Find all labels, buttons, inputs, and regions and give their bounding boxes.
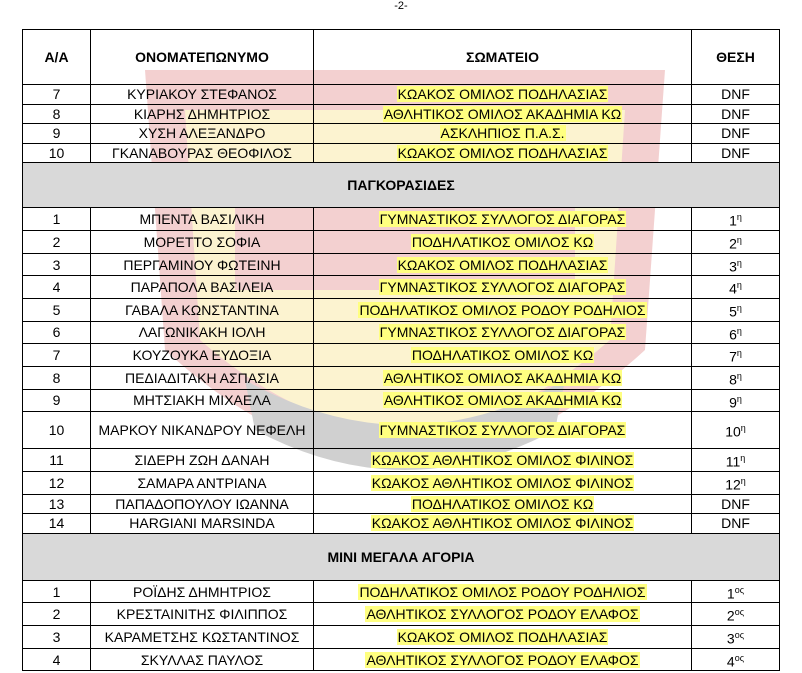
cell-name: ΚΥΡΙΑΚΟΥ ΣΤΕΦΑΝΟΣ bbox=[91, 85, 314, 105]
cell-name: ΜΑΡΚΟΥ ΝΙΚΑΝΔΡΟΥ ΝΕΦΕΛΗ bbox=[91, 412, 314, 449]
cell-position bbox=[692, 603, 780, 626]
table-row bbox=[23, 471, 780, 494]
position-suffix: η bbox=[736, 370, 742, 381]
cell-club bbox=[314, 253, 692, 276]
cell-aa: 8 bbox=[23, 366, 91, 389]
table-row bbox=[23, 412, 780, 449]
position-suffix: η bbox=[740, 475, 746, 486]
cell-position bbox=[692, 321, 780, 344]
position-suffix: ος bbox=[734, 584, 745, 595]
cell-name: ΣΙΔΕΡΗ ΖΩΗ ΔΑΝΑΗ bbox=[91, 449, 314, 472]
cell-club bbox=[314, 276, 692, 299]
cell-club bbox=[314, 124, 692, 144]
cell-club bbox=[314, 321, 692, 344]
cell-position bbox=[692, 580, 780, 603]
cell-name: ΛΑΓΩΝΙΚΑΚΗ ΙΟΛΗ bbox=[91, 321, 314, 344]
cell-club bbox=[314, 449, 692, 472]
table-row bbox=[23, 231, 780, 254]
cell-club bbox=[314, 299, 692, 322]
cell-position bbox=[692, 299, 780, 322]
position-suffix: η bbox=[736, 280, 742, 291]
table-row bbox=[23, 321, 780, 344]
position-suffix: ος bbox=[734, 607, 745, 618]
cell-name: ΜΟΡΕΤΤΟ ΣΟΦΙΑ bbox=[91, 231, 314, 254]
cell-club bbox=[314, 471, 692, 494]
cell-aa: 9 bbox=[23, 389, 91, 412]
cell-aa: 10 bbox=[23, 143, 91, 163]
club-highlight: ΓΥΜΝΑΣΤΙΚΟΣ ΣΥΛΛΟΓΟΣ ΔΙΑΓΟΡΑΣ bbox=[379, 421, 626, 438]
table-row bbox=[23, 494, 780, 514]
position-suffix: ος bbox=[734, 630, 745, 641]
cell-position bbox=[692, 344, 780, 367]
club-highlight: ΚΩΑΚΟΣ ΟΜΙΛΟΣ ΠΟΔΗΛΑΣΙΑΣ bbox=[397, 145, 608, 162]
position-value: 12 bbox=[725, 476, 741, 493]
position-suffix: η bbox=[736, 235, 742, 246]
cell-aa: 3 bbox=[23, 253, 91, 276]
cell-position bbox=[692, 412, 780, 449]
cell-club bbox=[314, 514, 692, 534]
cell-club bbox=[314, 603, 692, 626]
table-row bbox=[23, 514, 780, 534]
club-highlight: ΚΩΑΚΟΣ ΑΘΛΗΤΙΚΟΣ ΟΜΙΛΟΣ ΦΙΛΙΝΟΣ bbox=[371, 452, 634, 469]
cell-position bbox=[692, 143, 780, 163]
cell-aa: 13 bbox=[23, 494, 91, 514]
cell-club bbox=[314, 344, 692, 367]
club-highlight: ΓΥΜΝΑΣΤΙΚΟΣ ΣΥΛΛΟΓΟΣ ΔΙΑΓΟΡΑΣ bbox=[379, 324, 626, 341]
position-value: 2 bbox=[726, 608, 735, 625]
club-highlight: ΓΥΜΝΑΣΤΙΚΟΣ ΣΥΛΛΟΓΟΣ ΔΙΑΓΟΡΑΣ bbox=[379, 279, 626, 296]
club-highlight: ΠΟΔΗΛΑΤΙΚΟΣ ΟΜΙΛΟΣ ΚΩ bbox=[411, 233, 594, 250]
cell-position bbox=[692, 366, 780, 389]
header-name: ΟΝΟΜΑΤΕΠΩΝΥΜΟ bbox=[91, 30, 314, 85]
position-suffix: η bbox=[736, 325, 742, 336]
cell-name: ΧΥΣΗ ΑΛΕΞΑΝΔΡΟ bbox=[91, 124, 314, 144]
position-value: DNF bbox=[721, 86, 750, 103]
cell-aa: 5 bbox=[23, 299, 91, 322]
header-club: ΣΩΜΑΤΕΙΟ bbox=[314, 30, 692, 85]
position-value: 6 bbox=[729, 326, 737, 343]
cell-name: ΚΙΑΡΗΣ ΔΗΜΗΤΡΙΟΣ bbox=[91, 104, 314, 124]
table-row bbox=[23, 626, 780, 649]
table-row bbox=[23, 366, 780, 389]
club-highlight: ΠΟΔΗΛΑΤΙΚΟΣ ΟΜΙΛΟΣ ΡΟΔΟΥ ΡΟΔΗΛΙΟΣ bbox=[359, 301, 646, 318]
cell-position bbox=[692, 626, 780, 649]
position-value: 4 bbox=[729, 281, 737, 297]
cell-name: ΠΑΡΑΠΟΛΑ ΒΑΣΙΛΕΙΑ bbox=[91, 276, 314, 299]
cell-position bbox=[692, 471, 780, 494]
position-value: 4 bbox=[726, 653, 735, 670]
club-highlight: ΓΥΜΝΑΣΤΙΚΟΣ ΣΥΛΛΟΓΟΣ ΔΙΑΓΟΡΑΣ bbox=[379, 211, 626, 228]
table-header-row bbox=[23, 30, 780, 85]
cell-aa: 12 bbox=[23, 471, 91, 494]
cell-name: ΠΕΔΙΑΔΙΤΑΚΗ ΑΣΠΑΣΙΑ bbox=[91, 366, 314, 389]
club-highlight: ΚΩΑΚΟΣ ΑΘΛΗΤΙΚΟΣ ΟΜΙΛΟΣ ΦΙΛΙΝΟΣ bbox=[371, 515, 634, 532]
club-highlight: ΠΟΔΗΛΑΤΙΚΟΣ ΟΜΙΛΟΣ ΡΟΔΟΥ ΡΟΔΗΛΙΟΣ bbox=[359, 583, 646, 600]
cell-aa: 9 bbox=[23, 124, 91, 144]
cell-aa: 4 bbox=[23, 276, 91, 299]
cell-aa: 8 bbox=[23, 104, 91, 124]
table-row bbox=[23, 449, 780, 472]
cell-aa: 7 bbox=[23, 85, 91, 105]
cell-position bbox=[692, 449, 780, 472]
cell-club bbox=[314, 580, 692, 603]
cell-club bbox=[314, 85, 692, 105]
position-value: DNF bbox=[721, 125, 750, 142]
cell-name: ΚΟΥΖΟΥΚΑ ΕΥΔΟΞΙΑ bbox=[91, 344, 314, 367]
club-highlight: ΚΩΑΚΟΣ ΑΘΛΗΤΙΚΟΣ ΟΜΙΛΟΣ ΦΙΛΙΝΟΣ bbox=[371, 474, 634, 491]
cell-aa: 1 bbox=[23, 208, 91, 231]
position-value: 3 bbox=[726, 630, 735, 647]
section-title: ΠΑΓΚΟΡΑΣΙΔΕΣ bbox=[23, 163, 780, 208]
cell-club bbox=[314, 366, 692, 389]
position-value: 1 bbox=[729, 213, 737, 230]
header-aa: Α/Α bbox=[23, 30, 91, 85]
cell-position bbox=[692, 389, 780, 412]
cell-position bbox=[692, 231, 780, 254]
cell-name: ΓΑΒΑΛΑ ΚΩΝΣΤΑΝΤΙΝΑ bbox=[91, 299, 314, 322]
position-value: 7 bbox=[729, 348, 737, 365]
cell-position bbox=[692, 124, 780, 144]
cell-club bbox=[314, 208, 692, 231]
cell-club bbox=[314, 389, 692, 412]
position-value: 11 bbox=[725, 453, 741, 470]
cell-club bbox=[314, 494, 692, 514]
cell-name: HARGIANI MARSINDA bbox=[91, 514, 314, 534]
section-title: ΜΙΝΙ ΜΕΓΑΛΑ ΑΓΟΡΙΑ bbox=[23, 533, 780, 580]
cell-name: ΡΟΪΔΗΣ ΔΗΜΗΤΡΙΟΣ bbox=[91, 580, 314, 603]
cell-name: ΜΗΤΣΙΑΚΗ ΜΙΧΑΕΛΑ bbox=[91, 389, 314, 412]
table-body bbox=[23, 85, 780, 671]
position-suffix: η bbox=[740, 422, 746, 433]
position-value: DNF bbox=[721, 495, 750, 512]
cell-aa: 2 bbox=[23, 603, 91, 626]
table-row bbox=[23, 344, 780, 367]
table-row bbox=[23, 124, 780, 144]
position-suffix: η bbox=[736, 303, 742, 313]
cell-aa: 1 bbox=[23, 580, 91, 603]
table-row bbox=[23, 85, 780, 105]
table-row bbox=[23, 580, 780, 603]
position-suffix: η bbox=[736, 348, 742, 359]
position-suffix: ος bbox=[734, 652, 745, 663]
header-position: ΘΕΣΗ bbox=[692, 30, 780, 85]
cell-aa: 7 bbox=[23, 344, 91, 367]
position-suffix: η bbox=[736, 393, 742, 404]
table-row bbox=[23, 104, 780, 124]
position-value: DNF bbox=[721, 105, 750, 122]
cell-name: ΠΑΠΑΔΟΠΟΥΛΟΥ ΙΩΑΝΝΑ bbox=[91, 494, 314, 514]
cell-club bbox=[314, 648, 692, 671]
cell-aa: 6 bbox=[23, 321, 91, 344]
club-highlight: ΚΩΑΚΟΣ ΟΜΙΛΟΣ ΠΟΔΗΛΑΣΙΑΣ bbox=[397, 86, 608, 103]
cell-club bbox=[314, 626, 692, 649]
position-value: DNF bbox=[721, 515, 750, 532]
cell-position bbox=[692, 85, 780, 105]
club-highlight: ΑΘΛΗΤΙΚΟΣ ΟΜΙΛΟΣ ΑΚΑΔΗΜΙΑ ΚΩ bbox=[383, 105, 622, 122]
table-row bbox=[23, 143, 780, 163]
cell-position bbox=[692, 494, 780, 514]
position-suffix: η bbox=[740, 453, 746, 464]
position-value: 2 bbox=[729, 235, 737, 252]
club-highlight: ΚΩΑΚΟΣ ΟΜΙΛΟΣ ΠΟΔΗΛΑΣΙΑΣ bbox=[397, 628, 608, 645]
position-value: 8 bbox=[729, 371, 737, 388]
position-suffix: η bbox=[736, 212, 742, 223]
cell-position bbox=[692, 253, 780, 276]
cell-position bbox=[692, 276, 780, 299]
position-suffix: η bbox=[736, 257, 742, 268]
position-value: 10 bbox=[725, 423, 741, 440]
position-value: 3 bbox=[729, 258, 737, 275]
cell-aa: 10 bbox=[23, 412, 91, 449]
results-table bbox=[22, 29, 780, 671]
cell-name: ΜΠΕΝΤΑ ΒΑΣΙΛΙΚΗ bbox=[91, 208, 314, 231]
cell-position bbox=[692, 104, 780, 124]
club-highlight: ΠΟΔΗΛΑΤΙΚΟΣ ΟΜΙΛΟΣ ΚΩ bbox=[411, 495, 594, 512]
table-row bbox=[23, 299, 780, 322]
position-value: DNF bbox=[721, 145, 750, 162]
cell-name: ΣΑΜΑΡΑ ΑΝΤΡΙΑΝΑ bbox=[91, 471, 314, 494]
cell-name: ΚΑΡΑΜΕΤΣΗΣ ΚΩΣΤΑΝΤΙΝΟΣ bbox=[91, 626, 314, 649]
cell-aa: 3 bbox=[23, 626, 91, 649]
section-header-row bbox=[23, 533, 780, 580]
cell-name: ΠΕΡΓΑΜΙΝΟΥ ΦΩΤΕΙΝΗ bbox=[91, 253, 314, 276]
cell-position bbox=[692, 648, 780, 671]
club-highlight: ΚΩΑΚΟΣ ΟΜΙΛΟΣ ΠΟΔΗΛΑΣΙΑΣ bbox=[397, 256, 608, 273]
cell-aa: 11 bbox=[23, 449, 91, 472]
position-value: 9 bbox=[729, 394, 737, 411]
page-number: -2- bbox=[394, 0, 408, 12]
cell-club bbox=[314, 143, 692, 163]
club-highlight: ΑΘΛΗΤΙΚΟΣ ΟΜΙΛΟΣ ΑΚΑΔΗΜΙΑ ΚΩ bbox=[383, 369, 622, 386]
cell-club bbox=[314, 104, 692, 124]
club-highlight: ΠΟΔΗΛΑΤΙΚΟΣ ΟΜΙΛΟΣ ΚΩ bbox=[411, 347, 594, 364]
cell-name: ΚΡΕΣΤΑΙΝΙΤΗΣ ΦΙΛΙΠΠΟΣ bbox=[91, 603, 314, 626]
table-row bbox=[23, 253, 780, 276]
table-row bbox=[23, 648, 780, 671]
club-highlight: ΑΘΛΗΤΙΚΟΣ ΟΜΙΛΟΣ ΑΚΑΔΗΜΙΑ ΚΩ bbox=[383, 392, 622, 409]
table-row bbox=[23, 276, 780, 299]
cell-position bbox=[692, 514, 780, 534]
cell-position bbox=[692, 208, 780, 231]
cell-name: ΣΚΥΛΛΑΣ ΠΑΥΛΟΣ bbox=[91, 648, 314, 671]
cell-aa: 14 bbox=[23, 514, 91, 534]
section-header-row bbox=[23, 163, 780, 208]
table-row bbox=[23, 389, 780, 412]
table-row bbox=[23, 603, 780, 626]
club-highlight: ΑΘΛΗΤΙΚΟΣ ΣΥΛΛΟΓΟΣ ΡΟΔΟΥ ΕΛΑΦΟΣ bbox=[366, 606, 639, 623]
position-value: 5 bbox=[729, 303, 737, 320]
table-row bbox=[23, 208, 780, 231]
club-highlight: ΑΣΚΛΗΠΙΟΣ Π.Α.Σ. bbox=[440, 125, 565, 142]
cell-club bbox=[314, 231, 692, 254]
cell-aa: 2 bbox=[23, 231, 91, 254]
position-value: 1 bbox=[726, 585, 735, 602]
cell-club bbox=[314, 412, 692, 449]
club-highlight: ΑΘΛΗΤΙΚΟΣ ΣΥΛΛΟΓΟΣ ΡΟΔΟΥ ΕΛΑΦΟΣ bbox=[366, 651, 639, 668]
cell-aa: 4 bbox=[23, 648, 91, 671]
cell-name: ΓΚΑΝΑΒΟΥΡΑΣ ΘΕΟΦΙΛΟΣ bbox=[91, 143, 314, 163]
